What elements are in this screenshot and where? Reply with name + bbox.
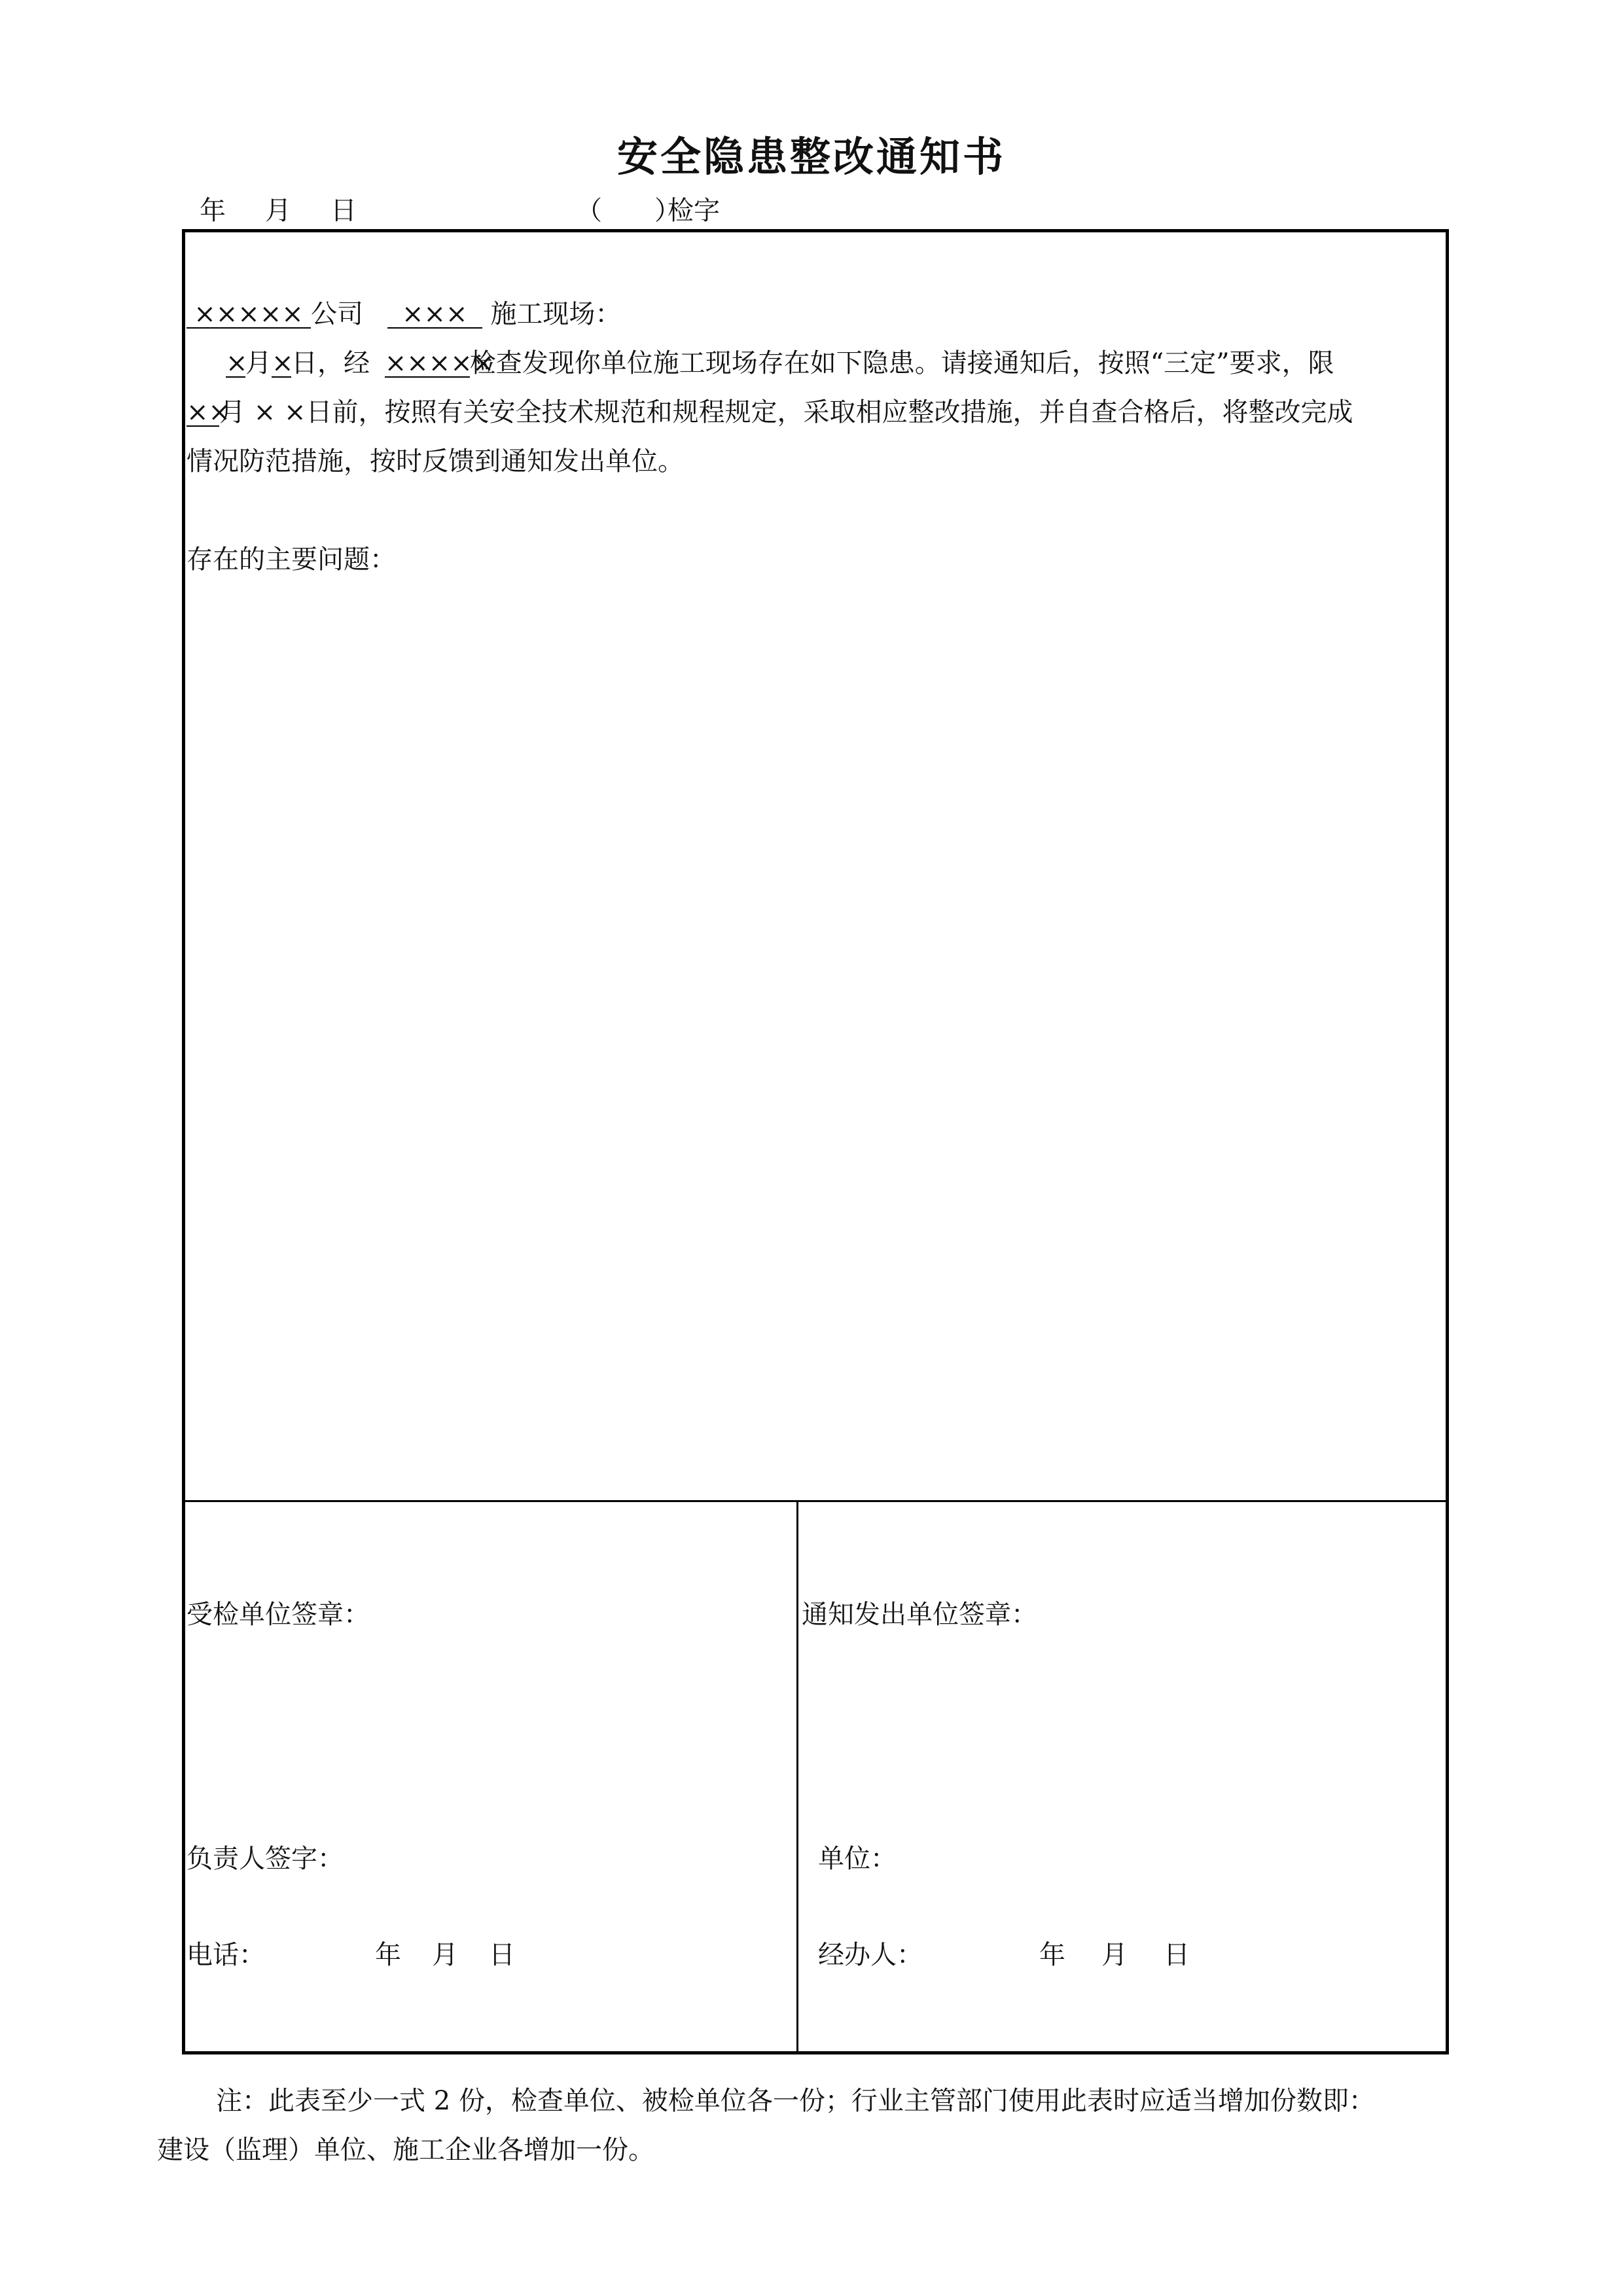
notice-text-1: 检查发现你单位施工现场存在如下隐患。请接通知后，按照“三定”要求，限 [469,348,1334,378]
notice-day-blank[interactable]: × [272,348,294,378]
notice-paragraph-line-1 [226,350,1334,378]
issuing-unit-seal-label: 通知发出单位签章： [802,1600,1037,1630]
left-month-label: 月 [432,1940,458,1970]
right-month-label: 月 [1101,1940,1128,1970]
responsible-person-label: 负责人签字： [187,1844,344,1874]
left-day-label: 日 [489,1940,515,1970]
addressee-line [187,301,621,329]
deadline-month-blank[interactable]: ×× [187,397,231,427]
right-day-label: 日 [1164,1940,1190,1970]
signature-divider-horizontal [182,1500,1449,1502]
site-blank[interactable]: ××× [387,301,482,329]
notice-paragraph-line-2 [187,399,1353,427]
phone-label: 电话： [187,1940,265,1970]
notice-month-blank[interactable]: × [226,348,248,378]
notice-paragraph-line-3: 情况防范措施，按时反馈到通知发出单位。 [187,446,684,476]
unit-label: 单位： [818,1844,897,1874]
signature-divider-vertical [796,1500,798,2054]
note-line-1: 注：此表至少一式 2 份，检查单位、被检单位各一份；行业主管部门使用此表时应适当增加份数即： [216,2086,1375,2116]
header-number-paren: （ ） [576,196,681,226]
inspected-unit-seal-label: 受检单位签章： [187,1600,370,1630]
inspector-blank[interactable]: ××××× [384,348,495,378]
note-line-2: 建设（监理）单位、施工企业各增加一份。 [157,2135,654,2165]
left-year-label: 年 [375,1940,401,1970]
problems-label: 存在的主要问题： [187,545,396,575]
site-label: 施工现场： [490,299,622,329]
company-blank[interactable]: ××××× [187,301,311,329]
right-year-label: 年 [1039,1940,1065,1970]
notice-frame [182,229,1449,2054]
header-month-label: 月 [265,196,291,226]
header-jianzi-label: 检字 [668,196,720,226]
handler-label: 经办人： [818,1940,923,1970]
header-year-label: 年 [200,196,226,226]
document-title: 安全隐患整改通知书 [616,133,1006,181]
notice-text-2: 月 × ×日前，按照有关安全技术规范和规程规定，采取相应整改措施，并自查合格后，将整改完成 [219,397,1353,427]
company-label: 公司 [311,299,363,329]
day-label: 日，经 [291,348,370,378]
header-day-label: 日 [330,196,357,226]
month-label: 月 [245,348,272,378]
